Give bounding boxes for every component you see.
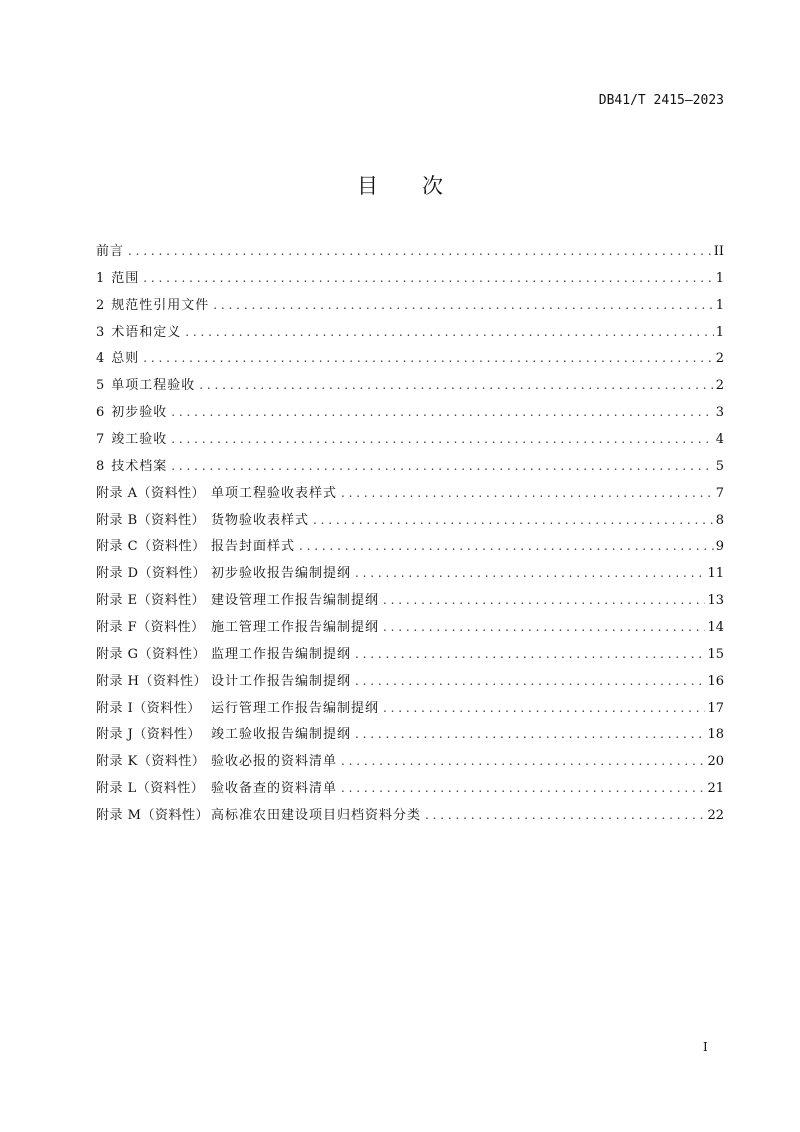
section-number: 4: [96, 351, 105, 367]
toc-entry[interactable]: [96, 241, 724, 268]
toc-entry[interactable]: [96, 536, 724, 563]
dot-leader: [185, 322, 713, 342]
dot-leader: [299, 536, 714, 556]
dot-leader: [143, 268, 713, 288]
toc-page-number: 3: [715, 405, 724, 421]
appendix-prefix: 附录 I（资料性）: [96, 700, 201, 716]
dot-leader: [341, 751, 705, 771]
toc-entry[interactable]: [96, 348, 724, 375]
appendix-prefix: 附录 A（资料性）: [96, 485, 206, 501]
section-number: 6: [96, 405, 105, 421]
toc-page-number: 20: [707, 754, 724, 770]
dot-leader: [199, 375, 713, 395]
toc-entry[interactable]: [96, 617, 724, 644]
toc-entry[interactable]: [96, 268, 724, 295]
toc-entry[interactable]: [96, 698, 724, 725]
toc-entry-label: 术语和定义: [111, 324, 182, 340]
appendix-prefix: 附录 G（资料性）: [96, 646, 207, 662]
appendix-prefix: 附录 J（资料性）: [96, 727, 201, 743]
dot-leader: [355, 563, 705, 583]
dot-leader: [383, 698, 705, 718]
title-char-2: 次: [422, 174, 443, 198]
toc-entry[interactable]: [96, 590, 724, 617]
toc-entry-label: 建设管理工作报告编制提纲: [211, 593, 380, 609]
toc-page-number: 1: [715, 297, 724, 313]
toc-entry[interactable]: [96, 456, 724, 483]
toc-page-number: 8: [715, 512, 724, 528]
appendix-prefix: 附录 F（资料性）: [96, 620, 205, 636]
toc-page-number: 2: [715, 351, 724, 367]
toc-entry-label: 前言: [96, 244, 125, 259]
section-number: 5: [96, 378, 105, 394]
toc-entry-label: 监理工作报告编制提纲: [211, 646, 352, 662]
dot-leader: [171, 429, 713, 449]
toc-entry[interactable]: [96, 429, 724, 456]
toc-page-number: 2: [715, 378, 724, 394]
toc-entry[interactable]: [96, 510, 724, 537]
dot-leader: [383, 590, 705, 610]
toc-entry-label: 单项工程验收表样式: [211, 485, 338, 501]
dot-leader: [143, 348, 713, 368]
toc-entry-label: 初步验收: [111, 405, 168, 421]
toc-page-number: 18: [707, 727, 724, 743]
appendix-prefix: 附录 B（资料性）: [96, 512, 206, 528]
toc-page-number: 4: [715, 432, 724, 448]
toc-entry[interactable]: [96, 563, 724, 590]
title-char-1: 目: [357, 174, 378, 198]
toc-page-number: 14: [707, 620, 724, 636]
dot-leader: [355, 644, 705, 664]
dot-leader: [341, 483, 714, 503]
section-number: 3: [96, 324, 105, 340]
standard-code: DB41/T 2415—2023: [598, 93, 724, 108]
toc-page-number: 16: [707, 673, 724, 689]
toc-entry[interactable]: [96, 483, 724, 510]
toc-page-number: 21: [707, 781, 724, 797]
toc-entry-label: 报告封面样式: [211, 539, 296, 555]
toc-entry[interactable]: [96, 671, 724, 698]
toc-entry[interactable]: [96, 402, 724, 429]
footer-page-number: I: [703, 1040, 708, 1054]
toc-entry-label: 货物验收表样式: [211, 512, 310, 528]
section-number: 1: [96, 270, 105, 286]
toc-page-number: 5: [715, 458, 724, 474]
page-title: [0, 170, 800, 200]
toc-entry-label: 单项工程验收: [111, 378, 196, 394]
dot-leader: [341, 778, 705, 798]
toc-entry[interactable]: [96, 375, 724, 402]
toc-page-number: II: [713, 244, 724, 259]
toc-entry-label: 高标准农田建设项目归档资料分类: [211, 808, 422, 824]
toc-entry-label: 设计工作报告编制提纲: [211, 673, 352, 689]
toc-entry[interactable]: [96, 322, 724, 349]
table-of-contents: [96, 241, 724, 832]
toc-entry[interactable]: [96, 751, 724, 778]
toc-entry[interactable]: [96, 295, 724, 322]
dot-leader: [425, 805, 705, 825]
toc-entry-label: 竣工验收报告编制提纲: [211, 727, 352, 743]
toc-page-number: 13: [707, 593, 724, 609]
toc-entry-label: 竣工验收: [111, 432, 168, 448]
section-number: 7: [96, 432, 105, 448]
dot-leader: [313, 510, 714, 530]
toc-page-number: 17: [707, 700, 724, 716]
appendix-prefix: 附录 H（资料性）: [96, 673, 207, 689]
dot-leader: [213, 295, 713, 315]
dot-leader: [128, 241, 712, 261]
appendix-prefix: 附录 L（资料性）: [96, 781, 205, 797]
toc-entry-label: 总则: [111, 351, 140, 367]
toc-entry-label: 运行管理工作报告编制提纲: [211, 700, 380, 716]
toc-entry[interactable]: [96, 644, 724, 671]
dot-leader: [383, 617, 705, 637]
toc-entry-label: 范围: [111, 270, 140, 286]
section-number: 8: [96, 458, 105, 474]
toc-entry-label: 技术档案: [111, 458, 168, 474]
toc-entry[interactable]: [96, 724, 724, 751]
appendix-prefix: 附录 M（资料性）: [96, 808, 209, 824]
appendix-prefix: 附录 K（资料性）: [96, 754, 206, 770]
toc-entry-label: 验收必报的资料清单: [211, 754, 338, 770]
toc-entry[interactable]: [96, 778, 724, 805]
appendix-prefix: 附录 D（资料性）: [96, 566, 207, 582]
toc-page-number: 11: [707, 566, 724, 582]
toc-entry[interactable]: [96, 805, 724, 832]
dot-leader: [171, 456, 713, 476]
section-number: 2: [96, 297, 105, 313]
toc-page-number: 1: [715, 324, 724, 340]
toc-entry-label: 初步验收报告编制提纲: [211, 566, 352, 582]
toc-page-number: 9: [715, 539, 724, 555]
toc-page-number: 7: [715, 485, 724, 501]
appendix-prefix: 附录 C（资料性）: [96, 539, 206, 555]
toc-page-number: 22: [707, 808, 724, 824]
toc-page-number: 15: [707, 646, 724, 662]
toc-entry-label: 施工管理工作报告编制提纲: [211, 620, 380, 636]
toc-entry-label: 验收备查的资料清单: [211, 781, 338, 797]
dot-leader: [355, 724, 705, 744]
dot-leader: [171, 402, 713, 422]
toc-page-number: 1: [715, 270, 724, 286]
toc-entry-label: 规范性引用文件: [111, 297, 210, 313]
dot-leader: [355, 671, 705, 691]
appendix-prefix: 附录 E（资料性）: [96, 593, 206, 609]
